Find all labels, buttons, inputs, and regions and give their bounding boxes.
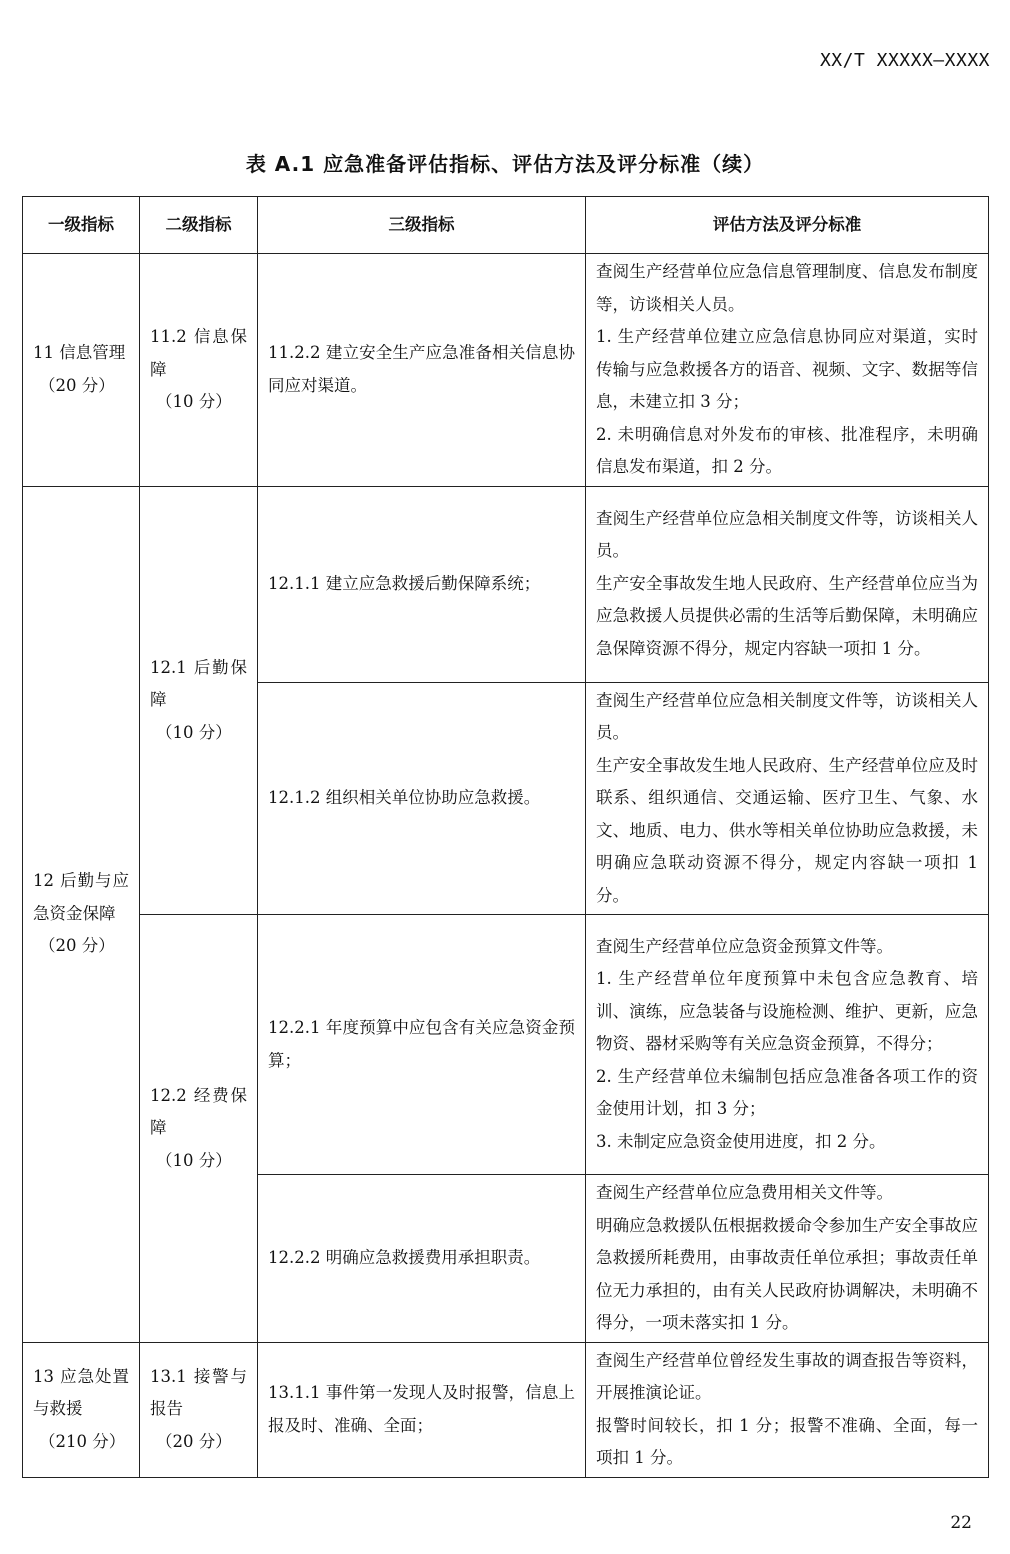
level2-cell: [140, 254, 258, 487]
level2-name: 12.1 后勤保障: [150, 657, 247, 709]
level3-text: 12.1.2 组织相关单位协助应急救援。: [268, 788, 541, 807]
method-line: 查阅生产经营单位应急相关制度文件等，访谈相关人员。: [596, 690, 978, 742]
level2-cell: [140, 915, 258, 1343]
method-cell: [586, 1342, 989, 1477]
table-row: [23, 254, 989, 487]
standard-code: XX/T XXXXX—XXXX: [819, 50, 990, 71]
column-header-level1: 一级指标: [23, 197, 140, 254]
method-line: 查阅生产经营单位应急相关制度文件等，访谈相关人员。: [596, 508, 978, 561]
level2-score: （10 分）: [156, 392, 232, 411]
table-title: 表 A.1 应急准备评估指标、评估方法及评分标准（续）: [245, 152, 765, 176]
column-header-level2: 二级指标: [140, 197, 258, 254]
method-line: 报警时间较长，扣 1 分；报警不准确、全面，每一项扣 1 分。: [596, 1415, 978, 1467]
table-row: [23, 486, 989, 682]
level3-cell: [258, 486, 586, 682]
level1-cell: [23, 486, 140, 1342]
method-line: 明确应急救援队伍根据救援命令参加生产安全事故应急救援所耗费用，由事故责任单位承担；事故责任单位无力承担的，由有关人民政府协调解决，未明确不得分，一项未落实扣 1 分。: [596, 1215, 978, 1332]
page-number: 22: [950, 1513, 972, 1533]
level1-cell: [23, 1342, 140, 1477]
level3-text: 12.2.1 年度预算中应包含有关应急资金预算；: [268, 1018, 575, 1070]
level2-cell: [140, 486, 258, 915]
level3-text: 12.1.1 建立应急救援后勤保障系统；: [268, 573, 541, 593]
method-cell: [586, 682, 989, 915]
level1-name: 12 后勤与应急资金保障: [33, 871, 129, 923]
column-header-level3: 三级指标: [258, 197, 586, 254]
level2-name: 12.2 经费保障: [150, 1085, 247, 1137]
level1-score: （210 分）: [39, 1431, 126, 1451]
method-line: 2. 生产经营单位未编制包括应急准备各项工作的资金使用计划，扣 3 分；: [596, 1066, 978, 1119]
level3-cell: [258, 682, 586, 915]
level3-cell: [258, 254, 586, 487]
method-line: 查阅生产经营单位应急资金预算文件等。: [596, 936, 893, 956]
level1-name: 13 应急处置与救援: [33, 1366, 129, 1419]
level3-text: 13.1.1 事件第一发现人及时报警，信息上报及时、准确、全面；: [268, 1383, 575, 1435]
method-cell: [586, 1175, 989, 1343]
method-line: 查阅生产经营单位曾经发生事故的调查报告等资料，开展推演论证。: [596, 1350, 978, 1402]
method-line: 生产安全事故发生地人民政府、生产经营单位应及时联系、组织通信、交通运输、医疗卫生、气象、水文、地质、电力、供水等相关单位协助应急救援，未明确应急联动资源不得分，规定内容缺一项扣 1 分。: [596, 755, 978, 905]
level1-name: 11 信息管理: [33, 343, 126, 363]
level2-score: （20 分）: [156, 1431, 232, 1451]
level2-score: （10 分）: [156, 722, 232, 742]
level3-cell: [258, 1175, 586, 1343]
level3-cell: [258, 1342, 586, 1477]
column-header-method: 评估方法及评分标准: [586, 197, 989, 254]
level1-score: （20 分）: [39, 936, 115, 956]
method-cell: [586, 254, 989, 487]
table-header-row: [23, 197, 989, 254]
level2-name: 11.2 信息保障: [150, 327, 247, 379]
method-cell: [586, 915, 989, 1175]
evaluation-table: [22, 196, 989, 1478]
method-cell: [586, 486, 989, 682]
method-line: 查阅生产经营单位应急费用相关文件等。: [596, 1183, 893, 1202]
level3-cell: [258, 915, 586, 1175]
table-row: [23, 1342, 989, 1477]
method-line: 查阅生产经营单位应急信息管理制度、信息发布制度等，访谈相关人员。: [596, 262, 978, 314]
level1-cell: [23, 254, 140, 487]
level1-score: （20 分）: [39, 375, 115, 395]
level2-score: （10 分）: [156, 1150, 232, 1170]
method-line: 1. 生产经营单位年度预算中未包含应急教育、培训、演练，应急装备与设施检测、维护、更新，应急物资、器材采购等有关应急资金预算，不得分；: [596, 969, 978, 1054]
method-line: 生产安全事故发生地人民政府、生产经营单位应当为应急救援人员提供必需的生活等后勤保障，未明确应急保障资源不得分，规定内容缺一项扣 1 分。: [596, 573, 978, 658]
table-row: [23, 915, 989, 1175]
level3-text: 11.2.2 建立安全生产应急准备相关信息协同应对渠道。: [268, 343, 575, 395]
level3-text: 12.2.2 明确应急救援费用承担职责。: [268, 1248, 541, 1267]
level2-cell: [140, 1342, 258, 1477]
level2-name: 13.1 接警与报告: [150, 1366, 247, 1419]
method-line: 2. 未明确信息对外发布的审核、批准程序，未明确信息发布渠道，扣 2 分。: [596, 424, 978, 476]
method-line: 3. 未制定应急资金使用进度，扣 2 分。: [596, 1131, 886, 1151]
method-line: 1. 生产经营单位建立应急信息协同应对渠道，实时传输与应急救援各方的语音、视频、文字、数据等信息，未建立扣 3 分；: [596, 327, 978, 411]
